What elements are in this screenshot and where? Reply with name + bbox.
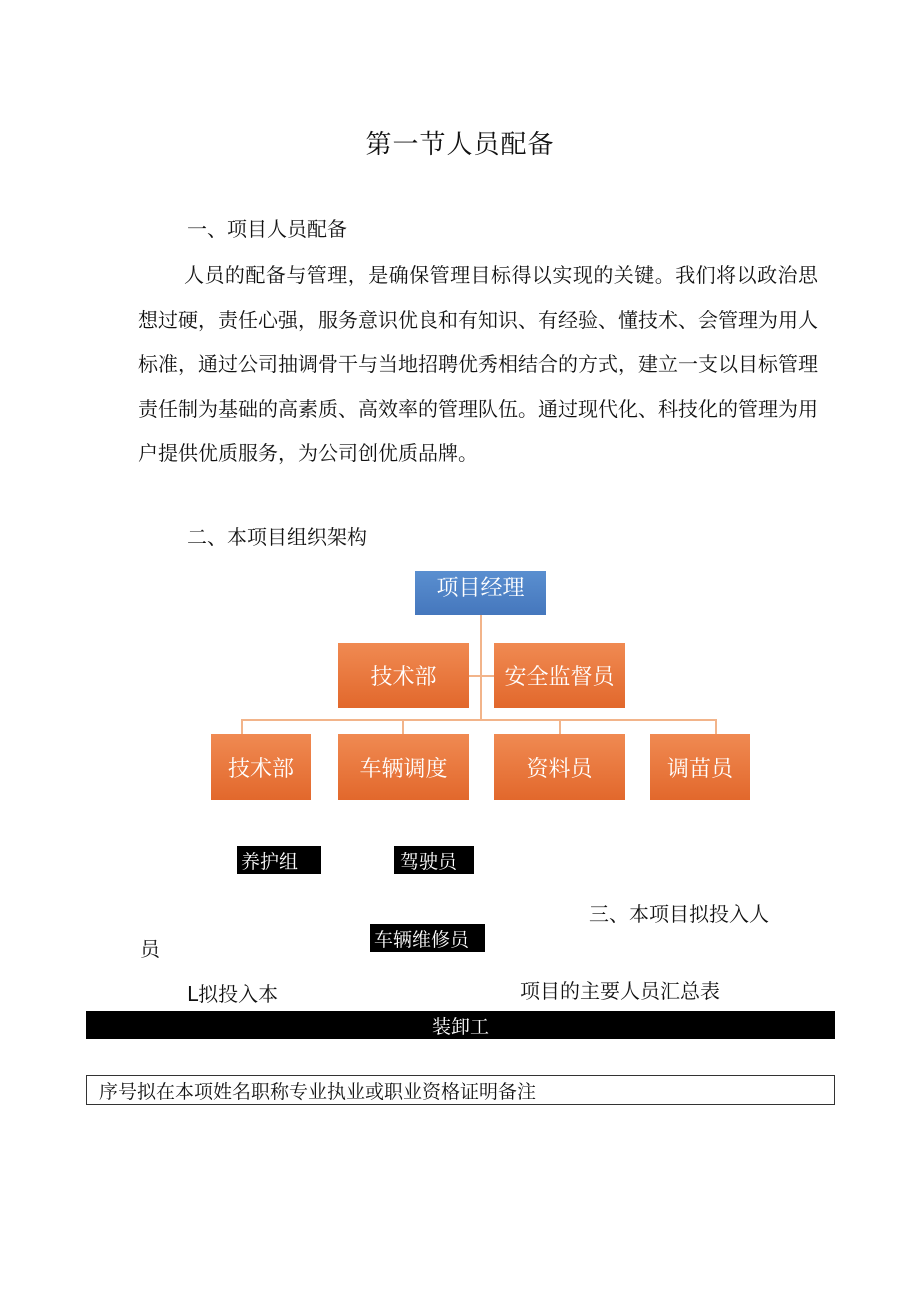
section3-heading: 三、本项目拟投入人 [589, 902, 769, 926]
org-node-project-manager: 项目经理 [415, 571, 546, 615]
connector-drop-3 [559, 719, 561, 734]
org-node-seedling-dispatcher: 调苗员 [650, 734, 750, 800]
connector-drop-2 [402, 719, 404, 734]
connector-vertical [480, 615, 482, 720]
section2-heading: 二、本项目组织架构 [187, 525, 367, 549]
section3-heading-cont: 员 [140, 937, 160, 961]
label-loader: 装卸工 [86, 1011, 835, 1039]
table-caption-right: 项目的主要人员汇总表 [520, 979, 720, 1003]
section1-heading: 一、项目人员配备 [187, 217, 347, 241]
connector-drop-1 [241, 719, 243, 734]
org-node-safety-supervisor: 安全监督员 [494, 643, 625, 708]
label-maintenance-group: 养护组 [237, 846, 321, 874]
connector-level2 [468, 675, 494, 677]
page-title: 第一节人员配备 [365, 130, 555, 160]
section1-paragraph: 人员的配备与管理，是确保管理目标得以实现的关键。我们将以政治思想过硬，责任心强，服务意识优良和有知识、有经验、懂技术、会管理为用人标准，通过公司抽调骨干与当地招聘优秀相结合的方式，建立一支以目标管理责任制为基础的高素质、高效率的管理队伍。通过现代化、科技化的管理为用户提供优质服务，为公司创优质品牌。 [138, 263, 818, 465]
org-node-tech-dept-2: 技术部 [211, 734, 311, 800]
connector-level3 [241, 719, 717, 721]
org-node-tech-dept: 技术部 [338, 643, 469, 708]
org-node-vehicle-dispatch: 车辆调度 [338, 734, 469, 800]
table-caption-left: L拟投入本 [187, 982, 279, 1006]
table-header-row: 序号拟在本项姓名职称专业执业或职业资格证明备注 [86, 1075, 835, 1105]
org-node-data-clerk: 资料员 [494, 734, 625, 800]
label-vehicle-repair: 车辆维修员 [370, 924, 485, 952]
connector-drop-4 [715, 719, 717, 734]
label-driver: 驾驶员 [394, 846, 474, 874]
